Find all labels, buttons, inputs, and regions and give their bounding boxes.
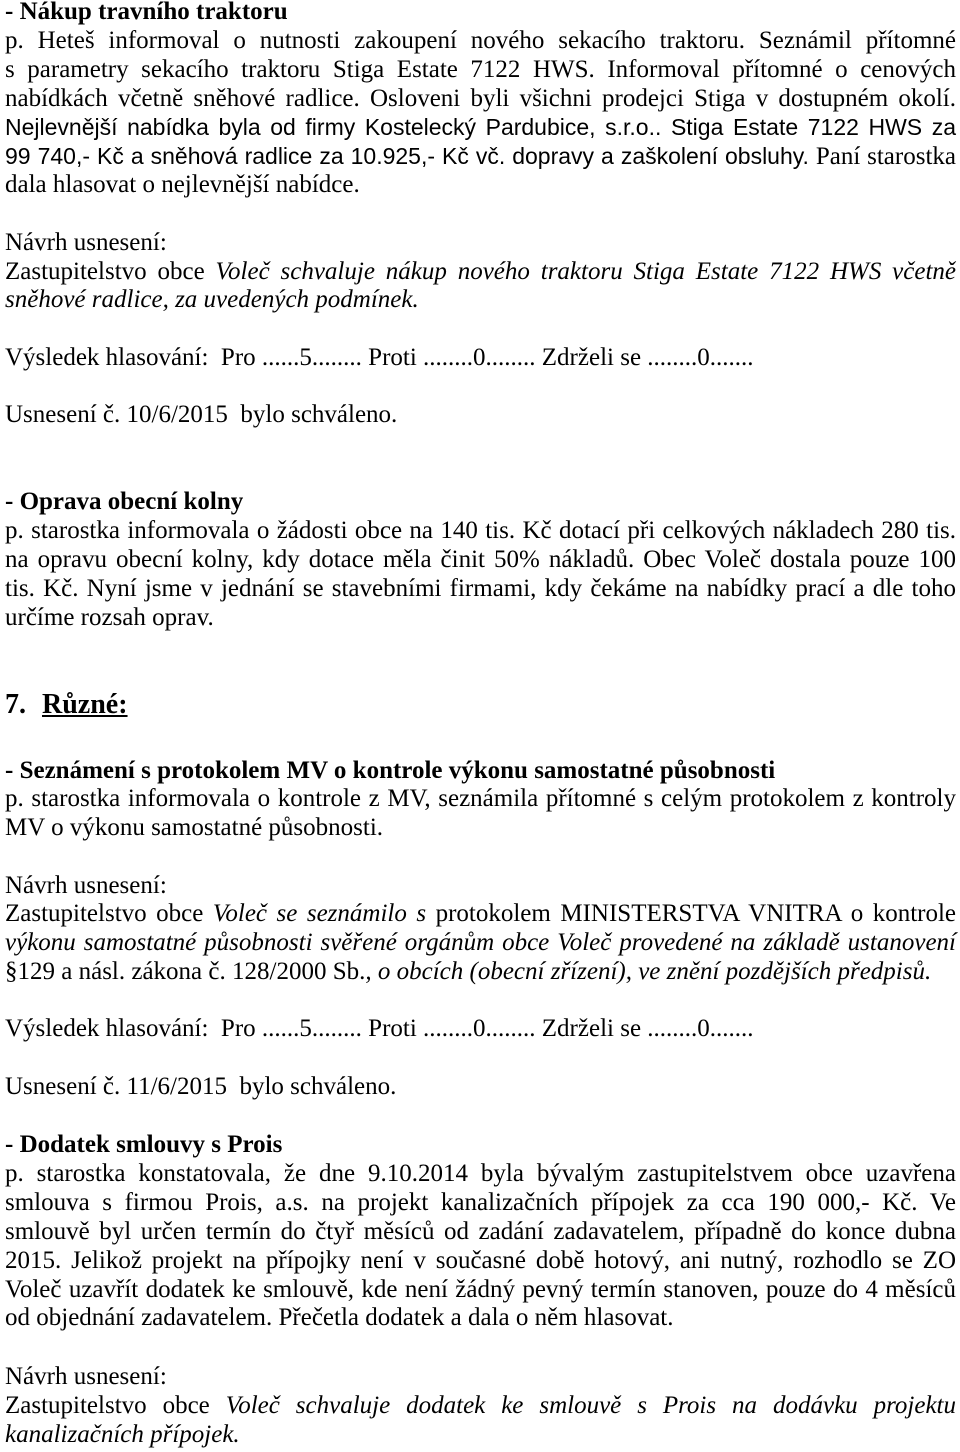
- paragraph-line: Nejlevnější nabídka byla od firmy Kostelecký Pardubice, s.r.o.. Stiga Estate 7122 HWS za: [5, 114, 956, 140]
- paragraph-line: 2015. Jelikož projekt na přípojky není v současné době hotový, ani nutný, rozhodlo se ZO: [5, 1247, 956, 1274]
- paragraph-line: p. starostka informovala o kontrole z MV, seznámila přítomné s celým protokolem z kontroly: [5, 785, 956, 812]
- proposal-line: [5, 957, 956, 986]
- resolution-status: Usnesení č. 10/6/2015 bylo schváleno.: [5, 401, 398, 428]
- proposal-line: [5, 1391, 956, 1420]
- section-heading-protocol: - Seznámení s protokolem MV o kontrole výkonu samostatné působnosti: [5, 757, 776, 784]
- paragraph-line: [5, 142, 956, 171]
- paragraph-line: MV o výkonu samostatné působnosti.: [5, 814, 384, 841]
- proposal-text-segment: Voleč schvaluje dodatek ke smlouvě s Prois na dodávku projektu: [225, 1392, 956, 1419]
- paragraph-line: dala hlasovat o nejlevnější nabídce.: [5, 171, 360, 198]
- proposal-text-segment: Zastupitelstvo obce: [5, 258, 205, 285]
- paragraph-line: nabídkách včetně sněhové radlice. Osloveni byli všichni prodejci Stiga v dostupném okolí.: [5, 85, 956, 112]
- paragraph-line: p. starostka informovala o žádosti obce na 140 tis. Kč dotací při celkových nákladech 280 tis.: [5, 517, 956, 544]
- paragraph-line: určíme rozsah oprav.: [5, 604, 214, 631]
- section-heading-tractor: - Nákup travního traktoru: [5, 0, 288, 25]
- chapter-title: Různé:: [42, 689, 128, 720]
- proposal-line: výkonu samostatné působnosti svěřené orgánům obce Voleč provedené na základě ustanovení: [5, 929, 956, 956]
- proposal-text-segment: Voleč se seznámilo s: [212, 900, 427, 927]
- proposal-line: kanalizačních přípojek.: [5, 1421, 240, 1448]
- paragraph-line: s parametry sekacího traktoru Stiga Estate 7122 HWS. Informoval přítomné o cenových: [5, 56, 956, 83]
- proposal-line: sněhové radlice, za uvedených podmínek.: [5, 286, 419, 313]
- proposal-text-segment: protokolem MINISTERSTVA VNITRA o kontrole: [435, 900, 957, 927]
- proposal-label: Návrh usnesení:: [5, 229, 167, 256]
- chapter-number: 7.: [5, 689, 26, 720]
- proposal-text-segment: Zastupitelstvo obce: [5, 900, 204, 927]
- paragraph-line: na opravu obecní kolny, kdy dotace měla činit 50% nákladů. Obec Voleč dostala pouze 100: [5, 546, 956, 573]
- proposal-text-segment: Voleč schvaluje nákup nového traktoru Stiga Estate 7122 HWS včetně: [215, 258, 956, 285]
- paragraph-line: p. starostka konstatovala, že dne 9.10.2014 byla bývalým zastupitelstvem obce uzavřena: [5, 1160, 956, 1187]
- proposal-label: Návrh usnesení:: [5, 1363, 167, 1390]
- paragraph-line: p. Heteš informoval o nutnosti zakoupení nového sekacího traktoru. Seznámil přítomné: [5, 27, 956, 54]
- paragraph-line: tis. Kč. Nyní jsme v jednání se stavebními firmami, kdy čekáme na nabídky prací a dle toho: [5, 575, 956, 602]
- paragraph-text-segment: Paní starostka: [815, 143, 956, 170]
- chapter-heading: [5, 688, 956, 722]
- paragraph-line: smlouvě byl určen termín do čtyř měsíců od zadání zadavatelem, případně do konce dubna: [5, 1218, 956, 1245]
- proposal-text-segment: §129 a násl. zákona č. 128/2000 Sb.: [5, 958, 366, 985]
- proposal-label: Návrh usnesení:: [5, 872, 167, 899]
- paragraph-line: smlouva s firmou Prois, a.s. na projekt kanalizačních přípojek za cca 190 000,- Kč. Ve: [5, 1189, 956, 1216]
- paragraph-text-segment: 99 740,- Kč a sněhová radlice za 10.925,- Kč vč. dopravy a zaškolení obsluhy.: [5, 143, 809, 169]
- proposal-line: [5, 899, 956, 928]
- resolution-status: Usnesení č. 11/6/2015 bylo schváleno.: [5, 1073, 397, 1100]
- section-heading-prois: - Dodatek smlouvy s Prois: [5, 1131, 283, 1158]
- paragraph-line: Voleč uzavřít dodatek ke smlouvě, kde není žádný pevný termín stanoven, pouze do 4 měsíců: [5, 1276, 956, 1303]
- proposal-text-segment: Zastupitelstvo obce: [5, 1392, 210, 1419]
- section-heading-shed: - Oprava obecní kolny: [5, 488, 244, 515]
- proposal-text-segment: , o obcích (obecní zřízení), ve znění pozdějších předpisů.: [365, 958, 932, 985]
- vote-result: Výsledek hlasování: Pro ......5........ Proti ........0........ Zdrželi se ........0.......: [5, 344, 754, 371]
- proposal-line: [5, 257, 956, 286]
- paragraph-line: od objednání zadavatelem. Přečetla dodatek a dala o něm hlasovat.: [5, 1304, 674, 1331]
- vote-result: Výsledek hlasování: Pro ......5........ Proti ........0........ Zdrželi se ........0.......: [5, 1015, 754, 1042]
